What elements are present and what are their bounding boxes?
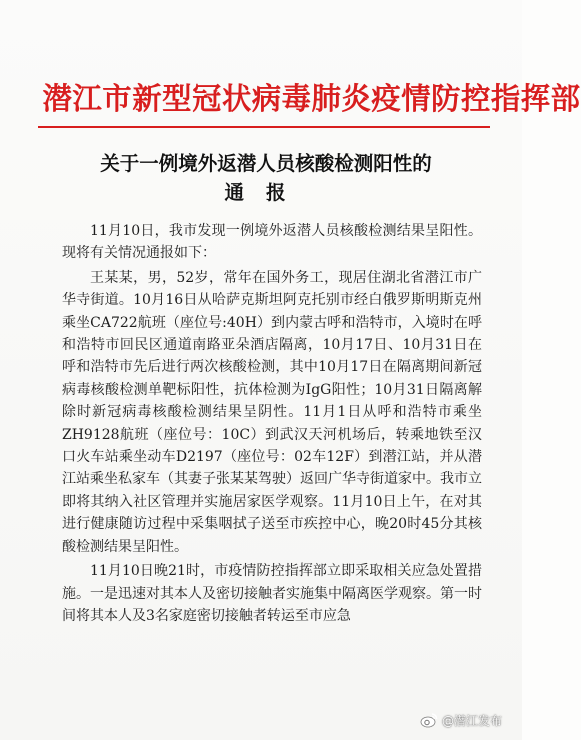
paragraph-2: 王某某，男，52岁，常年在国外务工，现居住湖北省潜江市广华寺街道。10月16日从哈萨克斯坦阿克托别市经白俄罗斯明斯克州乘坐CA722航班（座位号:40H）到内蒙古呼和浩特市，入境时在呼和浩特市回民区通道南路亚朵酒店隔离，10月17日、10月31日在呼和浩特市先后进行两次核酸检测，其中10月17日在隔离期间新冠病毒核酸检测单靶标阳性，抗体检测为IgG阳性；10月31日隔离解除时新冠病毒核酸检测结果呈阴性。11月1日从呼和浩特市乘坐ZH9128航班（座位号：10C）到武汉天河机场后，转乘地铁至汉口火车站乘坐动车D2197（座位号：02车12F）到潜江站，并从潜江站乘坐私家车（其妻子张某某驾驶）返回广华寺街道家中。我市立即将其纳入社区管理并实施居家医学观察。11月10日上午，在对其进行健康随访过程中采集咽拭子送至市疾控中心，晚20时45分其核酸检测结果呈阳性。	[62, 269, 482, 555]
weibo-icon	[420, 712, 438, 728]
paragraph-1: 11月10日，我市发现一例境外返潜人员核酸检测结果呈阳性。现将有关情况通报如下：	[62, 223, 482, 262]
notice-title-line2: 通报	[224, 181, 308, 204]
paragraph-3: 11月10日晚21时，市疫情防控指挥部立即采取相关应急处置措施。一是迅速对其本人及密切接触者实施集中隔离医学观察。第一时间将其本人及3名家庭密切接触者转运至市应急	[62, 563, 482, 624]
notice-title-line1: 关于一例境外返潜人员核酸检测阳性的	[100, 152, 432, 175]
notice-body	[62, 220, 482, 629]
weibo-watermark	[420, 710, 502, 730]
watermark-text: @潜江发布	[441, 713, 502, 728]
header-red-rule	[38, 126, 490, 128]
org-header: 潜江市新型冠状病毒肺炎疫情防控指挥部	[42, 82, 581, 117]
